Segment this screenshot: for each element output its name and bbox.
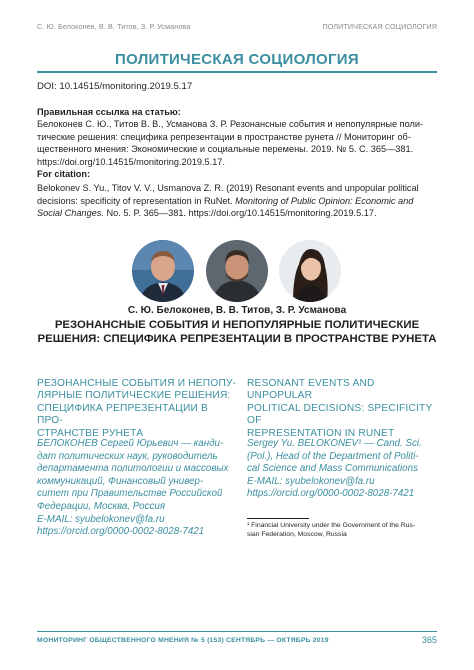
citation-en-text: decisions: specificity of representation in RuNet.: [37, 195, 233, 206]
footnote-line: sian Federation, Moscow, Russia: [247, 530, 347, 538]
citation-ru-line: тические решения: специфика репрезентации в пространстве рунета // Мониторинг об-: [37, 131, 411, 142]
right-column-title: [247, 378, 442, 440]
author-photo-usmanova: [279, 240, 341, 302]
left-author-line: Федерации, Москва, Россия: [37, 500, 166, 512]
article-title-line: РЕЗОНАНСНЫЕ СОБЫТИЯ И НЕПОПУЛЯРНЫЕ ПОЛИТИЧЕСКИЕ: [54, 319, 420, 331]
article-title-line: РЕШЕНИЯ: СПЕЦИФИКА РЕПРЕЗЕНТАЦИИ В ПРОСТРАНСТВЕ РУНЕТА: [37, 332, 437, 345]
left-column-author: [37, 438, 242, 539]
left-title-line: ЛЯРНЫЕ ПОЛИТИЧЕСКИЕ РЕШЕНИЯ:: [37, 390, 231, 402]
right-email-link[interactable]: E-MAIL: syubelokonev@fa.ru: [247, 475, 375, 487]
citation-en-line: [37, 207, 437, 219]
left-title-line: СПЕЦИФИКА РЕПРЕЗЕНТАЦИИ В ПРО-: [37, 402, 209, 427]
citation-ru-heading: Правильная ссылка на статью:: [37, 107, 181, 117]
footnote-rule: [247, 518, 309, 519]
citation-en: [37, 168, 437, 220]
citation-en-journal: Monitoring of Public Opinion: Economic and: [235, 195, 414, 206]
citation-ru: [37, 106, 437, 168]
right-author-line: (Pol.), Head of the Department of Politi-: [247, 450, 419, 462]
left-orcid-link[interactable]: https://orcid.org/0000-0002-8028-7421: [37, 526, 205, 538]
author-photo-titov: [206, 240, 268, 302]
left-author-line: дат политических наук, руководитель: [37, 450, 218, 462]
article-authors: С. Ю. Белоконев, В. В. Титов, З. Р. Усманова: [127, 305, 347, 316]
running-header-authors: С. Ю. Белоконев, В. В. Титов, З. Р. Усманова: [37, 22, 191, 31]
left-column-title: [37, 378, 237, 440]
left-author-line: ситет при Правительстве Российской: [37, 488, 223, 500]
citation-en-link[interactable]: No. 5. P. 365—381. https://doi.org/10.14515/monitoring.2019.5.17.: [106, 208, 377, 219]
right-orcid-link[interactable]: https://orcid.org/0000-0002-8028-7421: [247, 488, 415, 500]
footer-journal: МОНИТОРИНГ ОБЩЕСТВЕННОГО МНЕНИЯ № 5 (153) СЕНТЯБРЬ — ОКТЯБРЬ 2019: [37, 637, 329, 644]
citation-en-line: [37, 195, 437, 207]
right-title-line: POLITICAL DECISIONS: SPECIFICITY OF: [247, 402, 433, 427]
page-number: 365: [421, 635, 437, 645]
left-title-line: РЕЗОНАНСНЫЕ СОБЫТИЯ И НЕПОПУ-: [37, 378, 237, 389]
left-author-line: департамента политологии и массовых: [37, 463, 229, 475]
left-title-line: СТРАНСТВЕ РУНЕТА: [37, 427, 144, 439]
running-header-section: ПОЛИТИЧЕСКАЯ СОЦИОЛОГИЯ: [322, 22, 437, 31]
section-title: ПОЛИТИЧЕСКАЯ СОЦИОЛОГИЯ: [115, 51, 359, 68]
citation-en-heading: For citation:: [37, 169, 91, 179]
left-author-line: БЕЛОКОНЕВ Сергей Юрьевич — канди-: [37, 438, 224, 449]
right-author-line: cal Science and Mass Communications: [247, 463, 418, 475]
footer-rule: [37, 631, 437, 632]
left-author-line: коммуникаций, Финансовый универ-: [37, 475, 204, 487]
doi[interactable]: DOI: 10.14515/monitoring.2019.5.17: [37, 81, 193, 92]
section-rule: [37, 71, 437, 73]
right-author-line: Sergey Yu. BELOKONEV¹ — Cand. Sci.: [247, 438, 422, 449]
author-photo-belokonev: [132, 240, 194, 302]
citation-ru-link[interactable]: https://doi.org/10.14515/monitoring.2019.5.17.: [37, 156, 225, 167]
citation-en-line: Belokonev S. Yu., Titov V. V., Usmanova Z. R. (2019) Resonant events and unpopular political: [37, 183, 419, 194]
citation-ru-line: Белоконев С. Ю., Титов В. В., Усманова З. Р. Резонансные события и непопулярные поли-: [37, 119, 424, 130]
citation-ru-line: щественного мнения: Экономические и социальные перемены. 2019. № 5. С. 365—381.: [37, 144, 414, 155]
right-column-author: [247, 438, 442, 501]
left-email-link[interactable]: E-MAIL: syubelokonev@fa.ru: [37, 513, 165, 525]
citation-en-journal: Social Changes.: [37, 208, 104, 219]
footnote: [247, 522, 437, 540]
right-title-line: REPRESENTATION IN RUNET: [247, 427, 395, 439]
article-title: [37, 319, 437, 346]
right-title-line: RESONANT EVENTS AND UNPOPULAR: [247, 378, 375, 402]
footnote-line: ¹ Financial University under the Government of the Rus-: [247, 522, 416, 529]
